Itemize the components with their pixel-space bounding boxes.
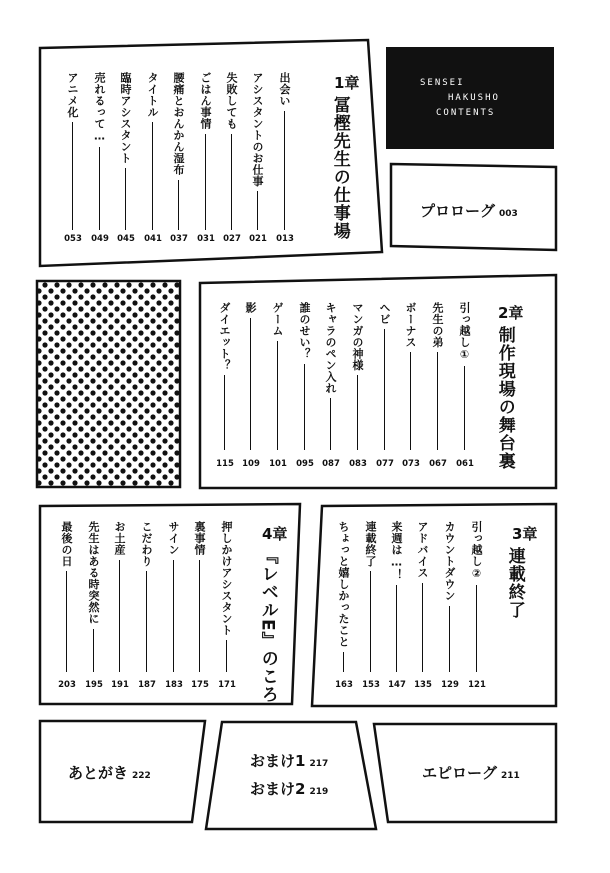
- item-page: 109: [242, 459, 260, 469]
- leader-line: [396, 585, 397, 673]
- toc-item[interactable]: [379, 302, 390, 450]
- item-label: 誰のせい？: [298, 302, 311, 360]
- toc-item[interactable]: [61, 521, 72, 672]
- item-page: 021: [249, 234, 267, 244]
- item-label: 影: [244, 302, 257, 314]
- item-label: 引っ越し②: [470, 521, 483, 581]
- toc-item[interactable]: [352, 302, 363, 450]
- item-page: 153: [362, 680, 380, 690]
- item-page: 073: [402, 459, 420, 469]
- leader-line: [284, 111, 285, 231]
- toc-item[interactable]: [272, 302, 283, 450]
- item-page: 049: [91, 234, 109, 244]
- item-page: 191: [111, 680, 129, 690]
- toc-item[interactable]: [459, 302, 470, 450]
- toc-item[interactable]: [173, 72, 184, 230]
- item-label: タイトル: [146, 72, 159, 118]
- afterword-entry[interactable]: [68, 762, 151, 783]
- leader-line: [205, 134, 206, 231]
- item-page: 121: [468, 680, 486, 690]
- dot-pattern-panel: [37, 281, 180, 487]
- item-label: 引っ越し①: [458, 302, 471, 362]
- toc-item[interactable]: [365, 521, 376, 672]
- toc-item[interactable]: [94, 72, 105, 230]
- toc-item[interactable]: [405, 302, 416, 450]
- chapter4-title: 『レベルE』のころ: [257, 547, 278, 704]
- item-page: 175: [191, 680, 209, 690]
- leader-line: [119, 560, 120, 673]
- toc-item[interactable]: [299, 302, 310, 450]
- item-page: 037: [170, 234, 188, 244]
- title-line-sensei: SENSEI: [420, 78, 465, 88]
- toc-item[interactable]: [114, 521, 125, 672]
- bonus1-entry[interactable]: [250, 750, 328, 771]
- leader-line: [277, 341, 278, 451]
- leader-line: [449, 606, 450, 673]
- leader-line: [464, 366, 465, 451]
- toc-item[interactable]: [325, 302, 336, 450]
- item-label: こだわり: [140, 521, 153, 567]
- leader-line: [178, 180, 179, 231]
- afterword-page: 222: [132, 771, 151, 781]
- item-page: 101: [269, 459, 287, 469]
- prologue-page: 003: [499, 209, 518, 219]
- item-label: 出会い: [278, 72, 291, 107]
- leader-line: [231, 134, 232, 231]
- item-label: 腰痛とおんかん湿布: [172, 72, 185, 176]
- leader-line: [226, 640, 227, 672]
- item-page: 147: [388, 680, 406, 690]
- leader-line: [410, 352, 411, 450]
- leader-line: [437, 352, 438, 450]
- chapter2-title: 制作現場の舞台裏: [494, 326, 515, 470]
- leader-line: [66, 571, 67, 672]
- leader-line: [357, 375, 358, 450]
- item-label: 売れるって…: [93, 72, 106, 143]
- toc-item[interactable]: [432, 302, 443, 450]
- item-label: キャラのペン入れ: [324, 302, 337, 394]
- chapter1-number: 1章: [334, 74, 360, 92]
- item-label: 裏事情: [193, 521, 206, 556]
- item-page: 195: [85, 680, 103, 690]
- toc-item[interactable]: [67, 72, 78, 230]
- item-page: 171: [218, 680, 236, 690]
- item-label: 押しかけアシスタント: [220, 521, 233, 636]
- item-page: 053: [64, 234, 82, 244]
- item-page: 115: [216, 459, 234, 469]
- leader-line: [370, 571, 371, 672]
- item-label: ごはん事情: [199, 72, 212, 130]
- item-label: アドバイス: [416, 521, 429, 579]
- item-label: 先生はある時突然に: [87, 521, 100, 625]
- item-label: 最後の日: [60, 521, 73, 567]
- item-label: 先生の弟: [431, 302, 444, 348]
- toc-item[interactable]: [391, 521, 402, 672]
- prologue-label: プロローグ: [420, 202, 496, 220]
- leader-line: [72, 122, 73, 230]
- item-label: 連載終了: [364, 521, 377, 567]
- item-label: マンガの神様: [351, 302, 364, 371]
- toc-item[interactable]: [221, 521, 232, 672]
- leader-line: [224, 375, 225, 450]
- item-page: 135: [414, 680, 432, 690]
- toc-item[interactable]: [471, 521, 482, 672]
- item-label: 失敗しても: [225, 72, 238, 130]
- item-label: ちょっと嬉しかったこと: [337, 521, 350, 648]
- chapter2-number: 2章: [498, 304, 524, 322]
- leader-line: [199, 560, 200, 673]
- item-page: 203: [58, 680, 76, 690]
- leader-line: [99, 147, 100, 230]
- item-page: 163: [335, 680, 353, 690]
- toc-item[interactable]: [88, 521, 99, 672]
- item-label: アシスタントのお仕事: [251, 72, 264, 187]
- leader-line: [422, 583, 423, 673]
- leader-line: [330, 398, 331, 450]
- leader-line: [250, 318, 251, 451]
- item-page: 031: [197, 234, 215, 244]
- item-label: ボーナス: [404, 302, 417, 348]
- toc-item[interactable]: [141, 521, 152, 672]
- toc-item[interactable]: [200, 72, 211, 230]
- toc-item[interactable]: [226, 72, 237, 230]
- toc-item[interactable]: [168, 521, 179, 672]
- epilogue-page: 211: [501, 771, 520, 781]
- bonus2-label: おまけ2: [250, 780, 306, 798]
- item-label: アニメ化: [66, 72, 79, 118]
- toc-item[interactable]: [194, 521, 205, 672]
- toc-item[interactable]: [417, 521, 428, 672]
- toc-item[interactable]: [245, 302, 256, 450]
- prologue-entry[interactable]: [420, 200, 518, 221]
- contents-title-box: [386, 47, 554, 149]
- chapter4-number: 4章: [262, 525, 288, 543]
- chapter3-title: 連載終了: [504, 547, 525, 619]
- item-label: サイン: [167, 521, 180, 556]
- item-label: カウントダウン: [443, 521, 456, 602]
- leader-line: [146, 571, 147, 672]
- toc-item[interactable]: [219, 302, 230, 450]
- bonus1-page: 217: [309, 759, 329, 769]
- item-label: ダイエット？: [218, 302, 231, 371]
- toc-item[interactable]: [120, 72, 131, 230]
- item-page: 183: [165, 680, 183, 690]
- bonus2-entry[interactable]: [250, 778, 328, 799]
- afterword-label: あとがき: [68, 764, 129, 782]
- bonus1-label: おまけ1: [250, 752, 306, 770]
- chapter3-number: 3章: [512, 525, 538, 543]
- item-page: 095: [296, 459, 314, 469]
- item-page: 087: [322, 459, 340, 469]
- leader-line: [93, 629, 94, 673]
- item-page: 129: [441, 680, 459, 690]
- epilogue-label: エピローグ: [422, 764, 498, 782]
- leader-line: [476, 585, 477, 673]
- toc-item[interactable]: [444, 521, 455, 672]
- title-line-hakusho: HAKUSHO: [448, 93, 500, 103]
- chapter1-title: 冨樫先生の仕事場: [329, 96, 350, 240]
- toc-item[interactable]: [147, 72, 158, 230]
- item-label: ゲーム: [271, 302, 284, 337]
- item-page: 083: [349, 459, 367, 469]
- item-page: 187: [138, 680, 156, 690]
- item-label: 来週は…！: [390, 521, 403, 581]
- item-page: 061: [456, 459, 474, 469]
- item-page: 077: [376, 459, 394, 469]
- item-page: 013: [276, 234, 294, 244]
- toc-item[interactable]: [252, 72, 263, 230]
- toc-item[interactable]: [279, 72, 290, 230]
- leader-line: [304, 364, 305, 451]
- title-line-contents: CONTENTS: [436, 108, 496, 118]
- epilogue-entry[interactable]: [422, 762, 520, 783]
- leader-line: [343, 652, 344, 673]
- item-page: 045: [117, 234, 135, 244]
- leader-line: [152, 122, 153, 230]
- item-page: 041: [144, 234, 162, 244]
- leader-line: [384, 329, 385, 450]
- item-page: 027: [223, 234, 241, 244]
- item-label: 臨時アシスタント: [119, 72, 132, 164]
- item-label: ヘビ: [378, 302, 391, 325]
- item-page: 067: [429, 459, 447, 469]
- bonus-panel: [206, 722, 376, 829]
- leader-line: [125, 168, 126, 230]
- leader-line: [173, 560, 174, 673]
- leader-line: [257, 191, 258, 230]
- item-label: お土産: [113, 521, 126, 556]
- bonus2-page: 219: [309, 787, 329, 797]
- toc-item[interactable]: [338, 521, 349, 672]
